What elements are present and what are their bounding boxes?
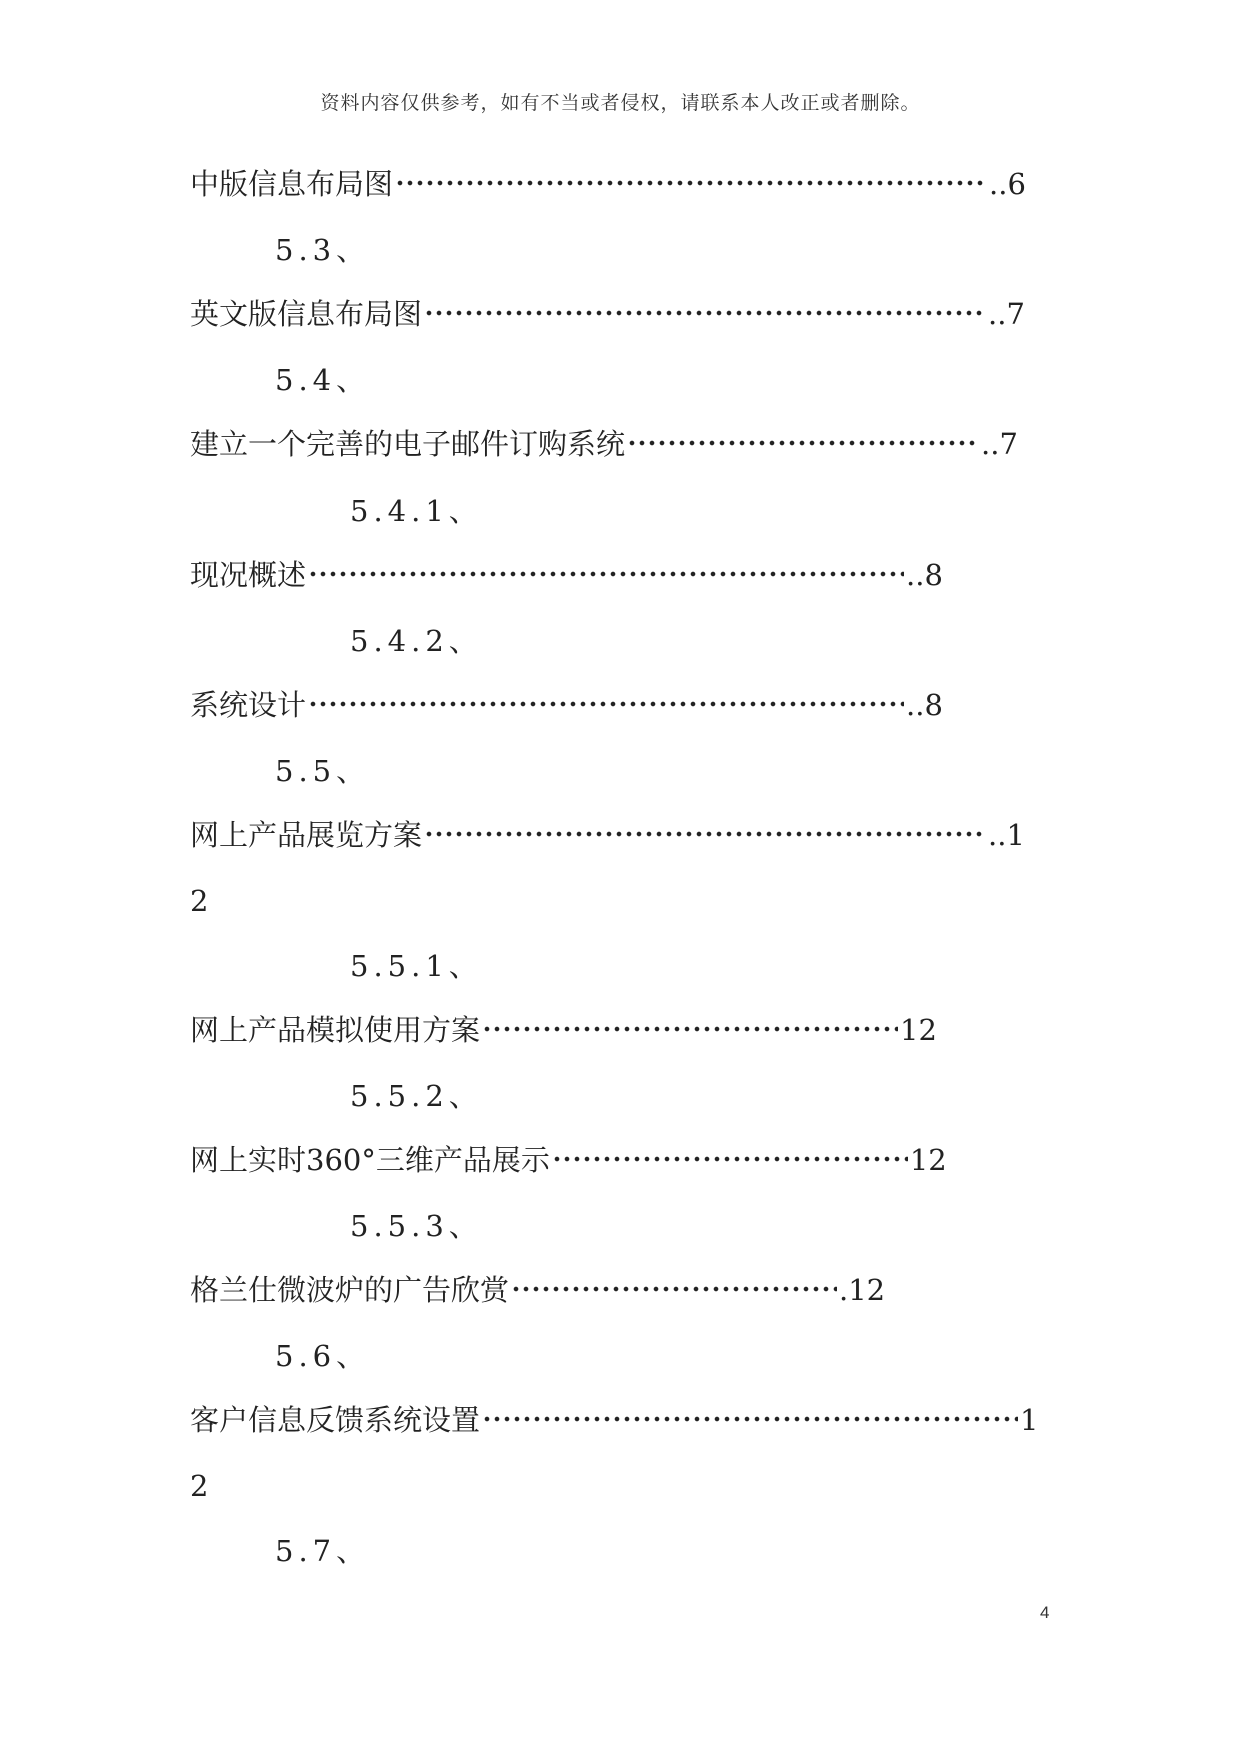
toc-entry-title: 网上产品展览方案: [190, 818, 423, 852]
toc-entry-title: 格兰仕微波炉的广告欣赏: [190, 1273, 510, 1307]
page-footer-number: 4: [1040, 1603, 1050, 1622]
toc-section-number: 5.5.1、: [350, 949, 483, 983]
leader-dots: [424, 310, 986, 316]
toc-entry[interactable]: [190, 1142, 947, 1178]
toc-entry-title: 网上产品模拟使用方案: [190, 1013, 481, 1047]
toc-entry[interactable]: [190, 1272, 885, 1308]
toc-page-number: .12: [839, 1273, 886, 1307]
toc-entry-title: 现况概述: [190, 558, 307, 592]
toc-section-number: 5.7、: [275, 1534, 371, 1568]
toc-entry-title: 网上实时360°三维产品展示: [190, 1143, 550, 1177]
toc-page-number: 12: [900, 1013, 937, 1047]
toc-page-number-continuation: 2: [190, 884, 209, 918]
leader-dots: [308, 571, 904, 577]
toc-page-number: ..7: [988, 297, 1025, 331]
toc-section-number: 5.4、: [275, 363, 371, 397]
leader-dots: [395, 180, 987, 186]
leader-dots: [482, 1416, 1018, 1422]
leader-dots: [511, 1286, 837, 1292]
toc-page-number: 1: [1020, 1403, 1039, 1437]
toc-entry[interactable]: [190, 166, 1026, 202]
toc-page-number: ..7: [981, 427, 1018, 461]
leader-dots: [627, 440, 979, 446]
toc-entry-title: 中版信息布局图: [190, 167, 394, 201]
toc-page-number: ..6: [989, 167, 1026, 201]
toc-page-number: ..1: [988, 818, 1025, 852]
toc-page-number: ..8: [906, 558, 943, 592]
leader-dots: [424, 831, 986, 837]
toc-section-number: 5.4.2、: [350, 624, 483, 658]
page-header-notice: 资料内容仅供参考，如有不当或者侵权，请联系本人改正或者删除。: [320, 92, 921, 114]
toc-entry-title: 英文版信息布局图: [190, 297, 423, 331]
toc-section-number: 5.3、: [275, 233, 371, 267]
toc-entry-title: 客户信息反馈系统设置: [190, 1403, 481, 1437]
toc-entry[interactable]: [190, 817, 1025, 853]
toc-entry[interactable]: [190, 557, 943, 593]
toc-page-number: 12: [909, 1143, 947, 1177]
toc-entry-title: 建立一个完善的电子邮件订购系统: [190, 427, 626, 461]
toc-entry[interactable]: [190, 426, 1018, 462]
toc-entry[interactable]: [190, 1402, 1038, 1438]
toc-section-number: 5.6、: [275, 1339, 371, 1373]
toc-entry-title: 系统设计: [190, 688, 307, 722]
toc-section-number: 5.5.3、: [350, 1209, 483, 1243]
toc-section-number: 5.5、: [275, 754, 371, 788]
toc-entry[interactable]: [190, 296, 1025, 332]
toc-section-number: 5.4.1、: [350, 494, 483, 528]
leader-dots: [308, 701, 904, 707]
toc-page-number: ..8: [906, 688, 943, 722]
toc-section-number: 5.5.2、: [350, 1079, 483, 1113]
toc-page-number-continuation: 2: [190, 1469, 209, 1503]
toc-entry[interactable]: [190, 1012, 937, 1048]
leader-dots: [552, 1156, 908, 1162]
toc-entry[interactable]: [190, 687, 943, 723]
leader-dots: [482, 1026, 898, 1032]
